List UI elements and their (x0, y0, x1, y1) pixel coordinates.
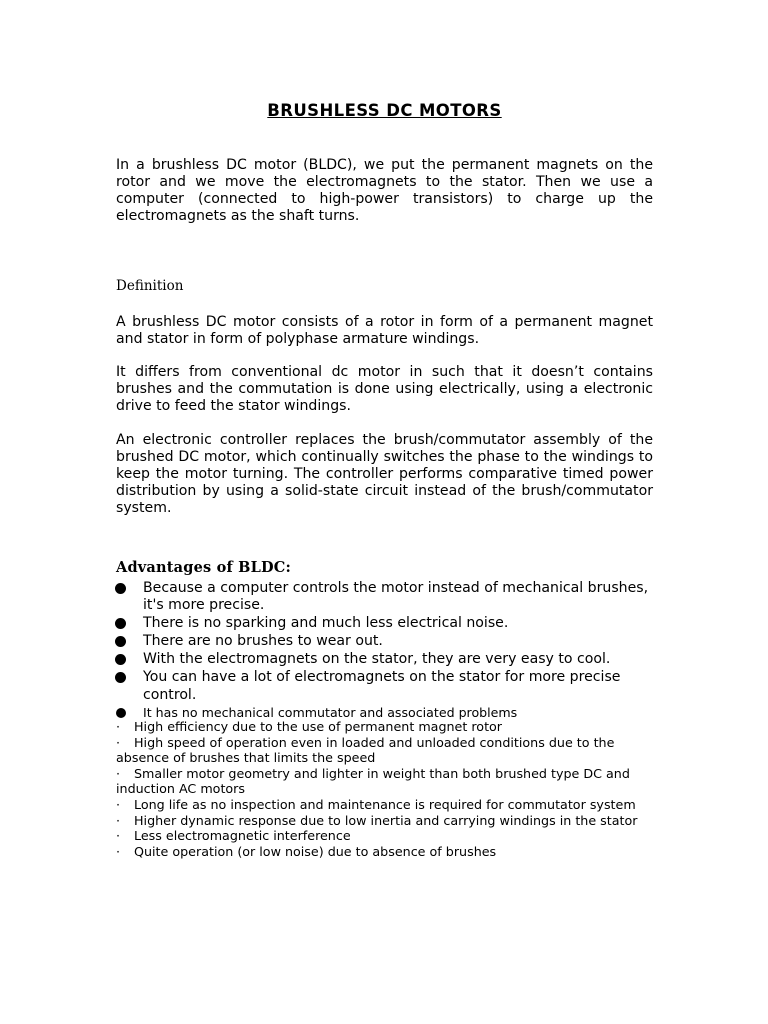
bullet-icon (115, 672, 126, 683)
list-item (116, 813, 653, 829)
list-item (116, 735, 653, 766)
bullet-icon (115, 618, 126, 629)
list-item (116, 828, 653, 844)
list-item (116, 719, 653, 735)
list-item-text: It has no mechanical commutator and associated problems (143, 705, 518, 721)
dot-icon: · (116, 719, 121, 734)
list-item-text: Because a computer controls the motor instead of mechanical brushes, it's more precise. (143, 580, 649, 614)
list-item-text: High efficiency due to the use of permanent magnet rotor (134, 719, 503, 734)
list-item-text: There is no sparking and much less electrical noise. (143, 615, 509, 632)
list-item (116, 580, 653, 615)
advantages-heading: Advantages of BLDC: (116, 559, 292, 576)
dot-icon: · (116, 765, 121, 781)
definition-heading: Definition (116, 278, 184, 294)
definition-paragraph-3: An electronic controller replaces the brush/commutator assembly of the brushed DC motor, which continually switches the phase to the windings to keep the motor turning. The controller performs comparative timed power distribution by using a solid-state circuit instead of the brush/commutator system. (116, 432, 653, 516)
list-item-text: Higher dynamic response due to low inertia and carrying windings in the stator (134, 812, 638, 828)
list-item (116, 651, 653, 668)
dot-icon: · (116, 843, 121, 859)
dot-icon: · (116, 796, 121, 812)
list-item (116, 705, 653, 720)
list-item (116, 844, 653, 860)
definition-paragraph-1: A brushless DC motor consists of a rotor in form of a permanent magnet and stator in form of polyphase armature windings. (116, 314, 653, 347)
dot-icon: · (116, 812, 121, 828)
definition-paragraph-2: It differs from conventional dc motor in such that it doesn’t contains brushes and the commutation is done using electrically, using a electronic drive to feed the stator windings. (116, 364, 653, 414)
list-item-text: With the electromagnets on the stator, they are very easy to cool. (143, 651, 611, 668)
list-item-text: High speed of operation even in loaded and unloaded conditions due to the absence of brushes that limits the speed (116, 734, 615, 766)
list-item-text: Long life as no inspection and maintenance is required for commutator system (134, 796, 636, 812)
list-item (116, 766, 653, 797)
advantages-dot-list (116, 719, 653, 859)
intro-paragraph: In a brushless DC motor (BLDC), we put the permanent magnets on the rotor and we move the electromagnets to the stator. Then we use a computer (connected to high-power transistors) to charge up the electromagnets as the shaft turns. (116, 157, 653, 224)
document-title: BRUSHLESS DC MOTORS (267, 101, 502, 120)
dot-icon: · (116, 828, 121, 844)
bullet-icon (115, 636, 126, 647)
list-item-text: You can have a lot of electromagnets on the stator for more precise control. (143, 669, 621, 703)
list-item (116, 633, 653, 650)
list-item (116, 615, 653, 632)
list-item (116, 669, 653, 704)
list-item-text: Quite operation (or low noise) due to absence of brushes (134, 843, 497, 859)
bullet-icon (115, 654, 126, 665)
bullet-icon (115, 583, 126, 594)
dot-icon: · (116, 734, 121, 750)
bullet-icon (116, 708, 126, 718)
list-item (116, 797, 653, 813)
advantages-bullet-list (116, 580, 653, 721)
list-item-text: Less electromagnetic interference (134, 828, 351, 844)
list-item-text: There are no brushes to wear out. (143, 633, 383, 650)
list-item-text: Smaller motor geometry and lighter in weight than both brushed type DC and induction AC motors (116, 765, 630, 797)
